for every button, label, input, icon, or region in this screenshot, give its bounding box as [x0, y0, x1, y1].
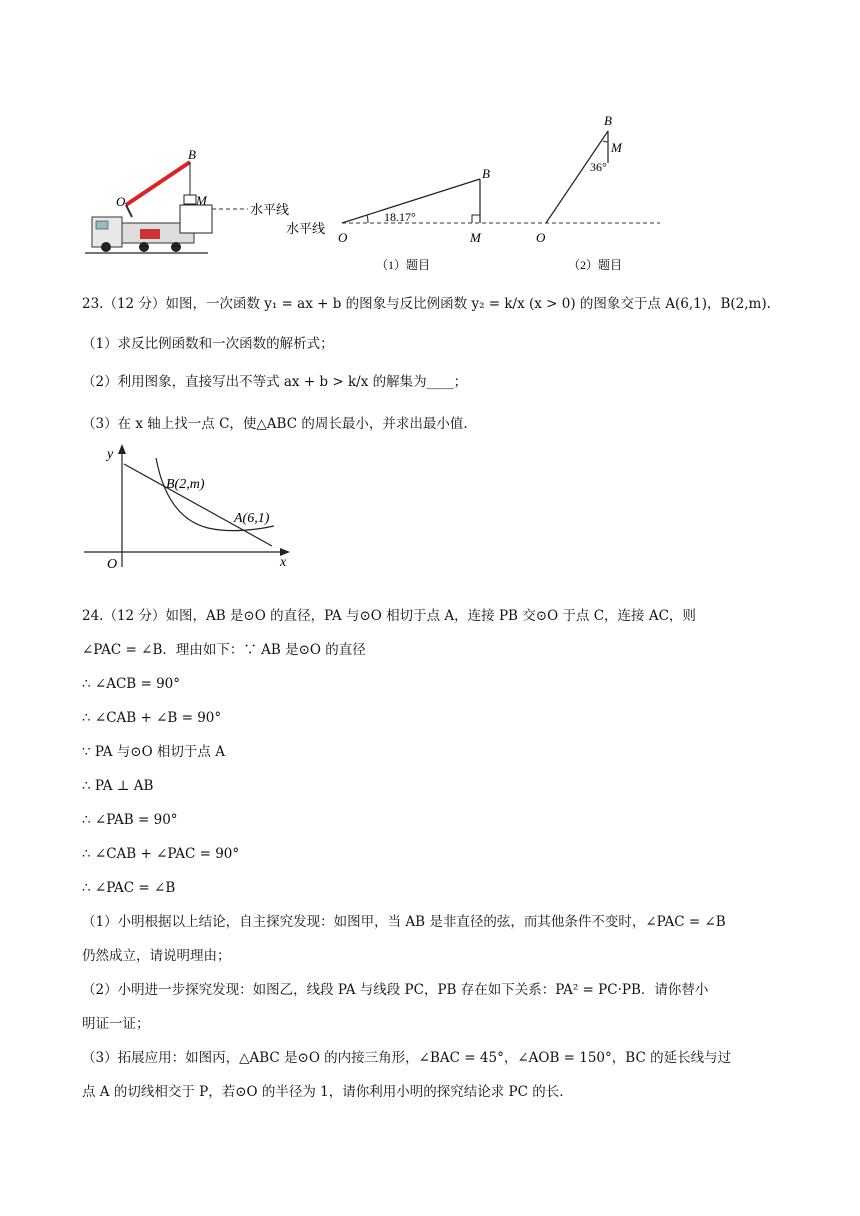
q24-proof-line: ∴ ∠PAC = ∠B	[82, 880, 176, 896]
q24-part1-line1: （1）小明根据以上结论，自主探究发现：如图甲，当 AB 是非直径的弦，而其他条件不变时，∠PAC = ∠B	[82, 914, 726, 930]
q24-proof-line: ∴ ∠ACB = 90°	[82, 676, 181, 692]
fig1-label-M: M	[470, 230, 481, 245]
fig1-caption: （1）题目	[376, 258, 431, 272]
q24-proof-line: ∴ ∠CAB + ∠PAC = 90°	[82, 846, 240, 862]
q24-proof-line: ∴ PA ⊥ AB	[82, 778, 154, 794]
q23-part1: （1）求反比例函数和一次函数的解析式；	[82, 336, 334, 352]
fig2-label-M: M	[611, 140, 622, 155]
q24-stem-line1: 24.（12 分）如图，AB 是⊙O 的直径，PA 与⊙O 相切于点 A，连接 PB 交⊙O 于点 C，连接 AC，则	[82, 608, 696, 624]
q23-origin: O	[107, 557, 118, 572]
q24-part2-line1: （2）小明进一步探究发现：如图乙，线段 PA 与线段 PC，PB 存在如下关系：PA² = PC·PB．请你替小	[82, 982, 709, 998]
fig1-horizon-label: 水平线	[286, 221, 326, 236]
q24-proof-line: ∴ ∠CAB + ∠B = 90°	[82, 710, 222, 726]
q23-part3: （3）在 x 轴上找一点 C，使△ABC 的周长最小，并求出最小值.	[82, 416, 468, 432]
q23-graph	[80, 442, 300, 572]
fig0-label-O: O	[116, 194, 126, 209]
fig2-label-O: O	[536, 230, 546, 245]
q24-proof-line: ∴ ∠PAB = 90°	[82, 812, 178, 828]
q23-point-B: B(2,m)	[166, 477, 205, 492]
q23-stem: 23.（12 分）如图，一次函数 y₁ = ax + b 的图象与反比例函数 y₂ = k/x (x > 0) 的图象交于点 A(6,1)，B(2,m).	[82, 296, 771, 312]
q23-part2: （2）利用图象，直接写出不等式 ax + b > k/x 的解集为____；	[82, 374, 468, 390]
fig1-angle-label: 18.17°	[384, 210, 416, 224]
q24-stem-line2: ∠PAC = ∠B．理由如下：∵ AB 是⊙O 的直径	[82, 642, 366, 658]
top-figures	[80, 105, 680, 275]
q23-point-A: A(6,1)	[234, 511, 270, 526]
fig0-horizon-label: 水平线	[250, 202, 290, 217]
q24-part3-line1: （3）拓展应用：如图丙，△ABC 是⊙O 的内接三角形，∠BAC = 45°，∠AOB = 150°，BC 的延长线与过	[82, 1050, 732, 1066]
q23-axis-y: y	[107, 447, 114, 462]
figure-2	[536, 113, 623, 272]
q24-part1-line2: 仍然成立，请说明理由；	[82, 948, 231, 964]
q23-axis-x: x	[280, 555, 287, 570]
q24-part3-line2: 点 A 的切线相交于 P，若⊙O 的半径为 1，请你利用小明的探究结论求 PC 的长.	[82, 1084, 564, 1100]
fig2-caption: （2）题目	[568, 258, 623, 272]
fig2-label-B: B	[604, 113, 612, 128]
q24-proof-line: ∵ PA 与⊙O 相切于点 A	[82, 744, 225, 760]
q24-part2-line2: 明证一证；	[82, 1016, 150, 1032]
fig2-angle-label: 36°	[590, 160, 607, 174]
fig0-label-B: B	[188, 147, 196, 162]
fig1-label-O: O	[338, 230, 348, 245]
crane-truck-figure	[85, 147, 289, 253]
figure-1	[286, 166, 660, 272]
fig0-label-M: M	[196, 193, 207, 208]
fig1-label-B: B	[482, 166, 490, 181]
